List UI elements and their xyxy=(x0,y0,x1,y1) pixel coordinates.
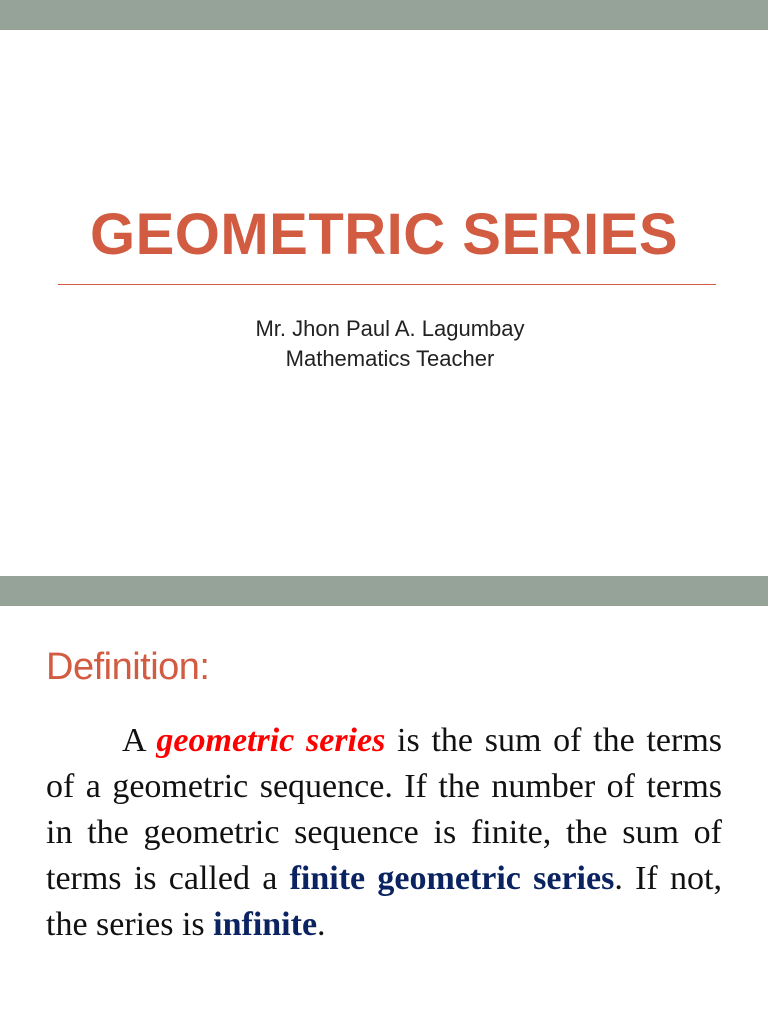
title-slide xyxy=(0,30,768,576)
top-band xyxy=(0,0,768,30)
slide-title: GEOMETRIC SERIES xyxy=(89,202,679,267)
title-divider xyxy=(58,284,716,285)
subtitle-block xyxy=(0,314,768,374)
definition-slide xyxy=(0,606,768,1024)
author-role: Mathematics Teacher xyxy=(285,346,495,371)
text-part-4: . xyxy=(317,906,326,943)
definition-paragraph xyxy=(46,718,722,948)
definition-heading: Definition: xyxy=(46,646,210,688)
text-part-3: . If not, the series is xyxy=(46,860,722,943)
term-finite-geometric-series: finite geometric series xyxy=(289,860,615,897)
slide-separator-band xyxy=(0,576,768,606)
term-geometric-series: geometric series xyxy=(156,722,386,759)
text-part-1: A xyxy=(122,722,157,759)
term-infinite: infinite xyxy=(213,906,318,943)
text-part-2: is the sum of the terms of a geometric sequence. If the number of terms in the geometric sequence is finite, the sum of terms is called a xyxy=(46,722,722,897)
author-name: Mr. Jhon Paul A. Lagumbay xyxy=(255,316,525,341)
